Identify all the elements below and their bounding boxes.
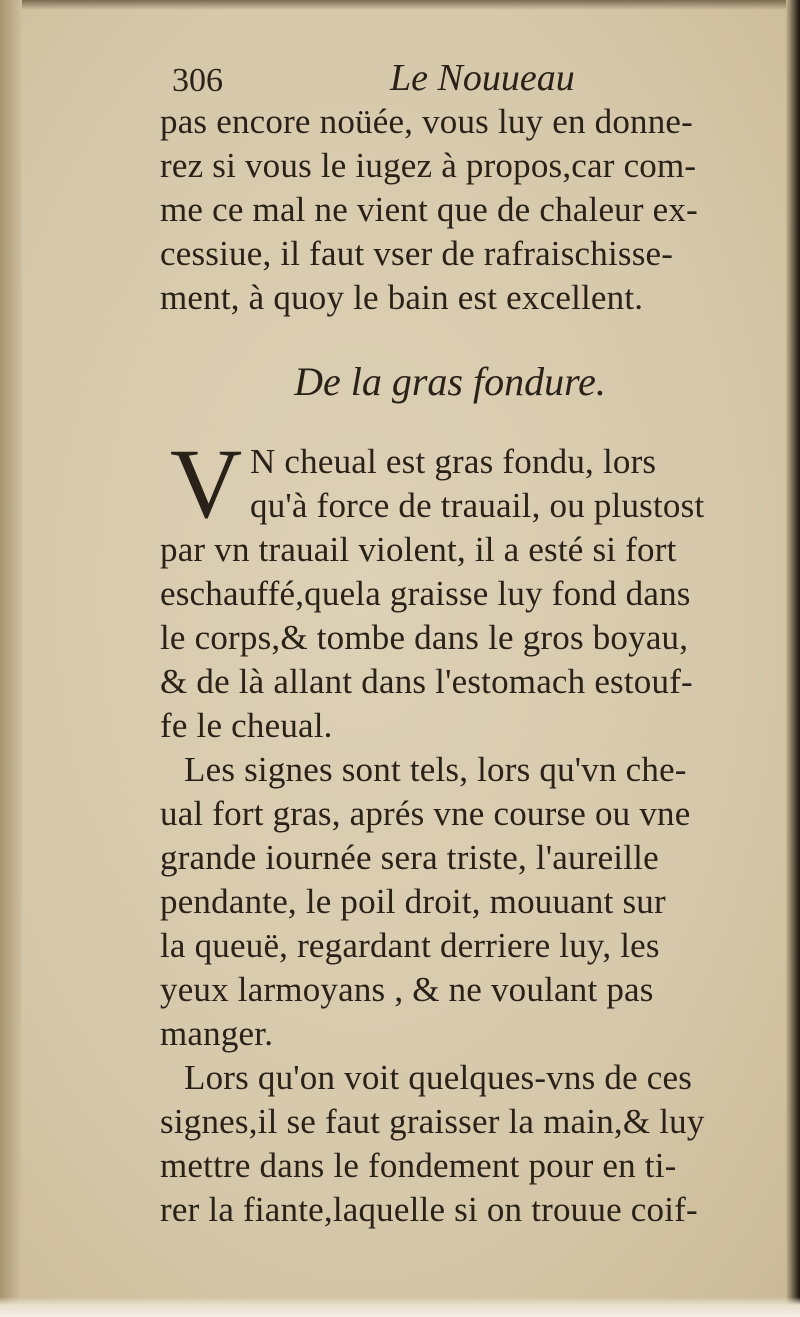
text-line: pendante, le poil droit, mouuant sur (160, 882, 666, 921)
text-line: & de là allant dans l'estomach estouf- (160, 662, 693, 701)
page-top-edge (0, 0, 800, 10)
text-line: N cheual est gras fondu, lors (250, 442, 657, 481)
section-title: De la gras fondure. (294, 359, 606, 404)
text-line: la queuë, regardant derriere luy, les (160, 926, 660, 965)
text-line: qu'à force de trauail, ou plustost (250, 486, 705, 525)
text-line: yeux larmoyans , & ne voulant pas (160, 970, 654, 1009)
text-line: manger. (160, 1014, 274, 1053)
text-line: Les signes sont tels, lors qu'vn che- (184, 750, 687, 789)
drop-cap: V (170, 428, 243, 539)
text-line: fe le cheual. (160, 706, 333, 745)
text-line: ual fort gras, aprés vne course ou vne (160, 794, 691, 833)
text-line: Lors qu'on voit quelques-vns de ces (184, 1058, 693, 1097)
page-number: 306 (172, 62, 223, 99)
text-line: le corps,& tombe dans le gros boyau, (160, 618, 689, 657)
text-line: mettre dans le fondement pour en ti- (160, 1146, 677, 1185)
text-line: grande iournée sera triste, l'aureille (160, 838, 659, 877)
page-header (160, 48, 740, 100)
paragraph-2 (160, 748, 740, 1056)
text-line: ment, à quoy le bain est excellent. (160, 278, 644, 317)
text-line: rer la fiante,laquelle si on trouue coif- (160, 1190, 698, 1229)
text-line: signes,il se faut graisser la main,& luy (160, 1102, 705, 1141)
text-line: eschauffé,quela graisse luy fond dans (160, 574, 691, 613)
page-right-edge (786, 0, 800, 1317)
page-bottom-edge (0, 1297, 800, 1317)
page-gutter (0, 0, 22, 1317)
continued-paragraph (160, 100, 740, 320)
text-line: pas encore noüée, vous luy en donne- (160, 102, 694, 141)
text-block (160, 48, 740, 1232)
text-line: par vn trauail violent, il a esté si fort (160, 530, 677, 569)
text-line: rez si vous le iugez à propos,car com- (160, 146, 697, 185)
running-title: Le Nouueau (390, 57, 575, 99)
text-line: me ce mal ne vient que de chaleur ex- (160, 190, 698, 229)
paragraph-1 (160, 428, 740, 748)
paragraph-3 (160, 1056, 740, 1232)
text-line: cessiue, il faut vser de rafraischisse- (160, 234, 674, 273)
